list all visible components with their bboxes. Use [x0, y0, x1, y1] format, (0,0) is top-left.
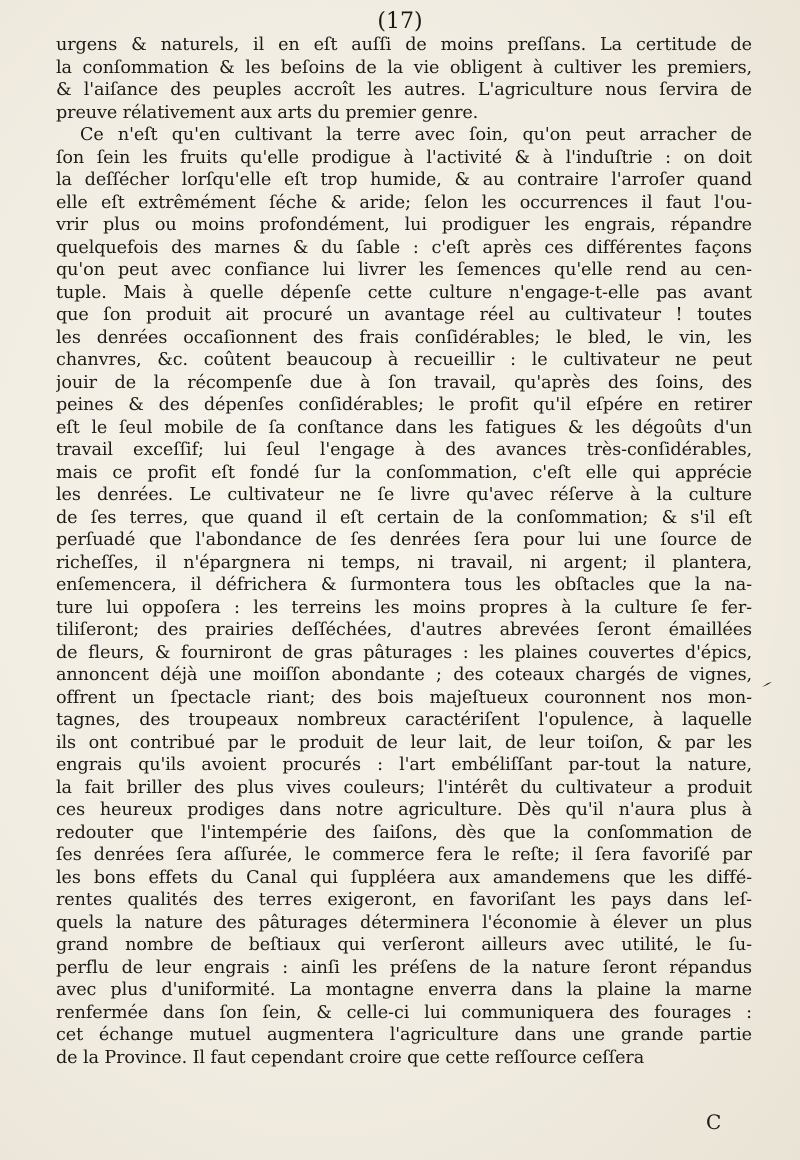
ink-mark-icon: [762, 682, 772, 688]
text-line: la fait briller des plus vives couleurs; l'intérêt du cultivateur a produit: [56, 777, 752, 798]
text-line: jouir de la récompenſe due à ſon travail, qu'après des ſoins, des: [56, 372, 752, 393]
text-line: Ce n'eſt qu'en cultivant la terre avec ſoin, qu'on peut arracher de: [80, 125, 752, 145]
text-line: tuple. Mais à quelle dépenſe cette culture n'engage-t-elle pas avant: [56, 282, 752, 303]
text-line: avec plus d'uniformité. La montagne enverra dans la plaine la marne: [56, 980, 752, 1000]
text-line: richeſſes, il n'épargnera ni temps, ni travail, ni argent; il plantera,: [56, 552, 752, 573]
text-line: offrent un ſpectacle riant; des bois majeſtueux couronnent nos mon-: [56, 687, 752, 708]
text-line: grand nombre de beſtiaux qui verſeront ailleurs avec utilité, le ſu-: [56, 935, 752, 955]
text-line: preuve rélativement aux arts du premier genre.: [56, 102, 479, 123]
text-line: renfermée dans ſon ſein, & celle-ci lui communiquera des fourages :: [56, 1002, 752, 1023]
text-line: ture lui oppoſera : les terreins les moins propres à la culture ſe fer-: [56, 597, 752, 618]
text-line: ſes denrées ſera aſſurée, le commerce fera le reſte; il ſera favoriſé par: [56, 845, 752, 865]
text-line: quels la nature des pâturages déterminera l'économie à élever un plus: [56, 912, 752, 933]
text-line: de ſes terres, que quand il eſt certain de la conſommation; & s'il eſt: [56, 507, 752, 528]
text-line: annoncent déjà une moiſſon abondante ; des coteaux chargés de vignes,: [56, 665, 752, 685]
text-line: mais ce profit eſt fondé ſur la conſommation, c'eſt elle qui apprécie: [56, 462, 752, 483]
text-line: peines & des dépenſes conſidérables; le profit qu'il eſpére en retirer: [56, 395, 752, 415]
text-line: eſt le ſeul mobile de ſa conſtance dans les fatigues & les dégoûts d'un: [56, 417, 752, 438]
text-line: cet échange mutuel augmentera l'agriculture dans une grande partie: [56, 1025, 752, 1045]
text-line: vrir plus ou moins profondément, lui prodiguer les engrais, répandre: [56, 215, 752, 235]
text-line: qu'on peut avec confiance lui livrer les ſemences qu'elle rend au cen-: [56, 260, 752, 280]
page-number: (17): [377, 9, 423, 34]
text-line: ſon ſein les fruits qu'elle prodigue à l'activité & à l'induſtrie : on doit: [56, 147, 752, 168]
text-line: ces heureux prodiges dans notre agriculture. Dès qu'il n'aura plus à: [56, 800, 752, 820]
text-line: engrais qu'ils avoient procurés : l'art embéliſſant par-tout la nature,: [56, 755, 752, 775]
text-line: redouter que l'intempérie des ſaiſons, dès que la conſommation de: [56, 822, 752, 843]
text-line: elle eſt extrêmément ſéche & aride; ſelon les occurrences il faut l'ou-: [56, 192, 752, 213]
text-line: perflu de leur engrais : ainſi les préſens de la nature ſeront répandus: [56, 957, 752, 978]
text-line: tagnes, des troupeaux nombreux caractériſent l'opulence, à laquelle: [56, 710, 752, 730]
text-line: urgens & naturels, il en eſt auſſi de moins preſſans. La certitude de: [56, 35, 752, 55]
text-line: perſuadé que l'abondance de ſes denrées ſera pour lui une ſource de: [56, 530, 752, 550]
text-line: les denrées. Le cultivateur ne ſe livre qu'avec réſerve à la culture: [56, 485, 752, 505]
text-line: rentes qualités des terres exigeront, en favoriſant les pays dans leſ-: [56, 890, 752, 910]
text-line: la deſſécher lorſqu'elle eſt trop humide, & au contraire l'arroſer quand: [56, 170, 752, 190]
text-line: quelquefois des marnes & du ſable : c'eſt après ces différentes façons: [56, 237, 752, 258]
text-line: les bons effets du Canal qui ſuppléera aux amandemens que les diffé-: [56, 867, 752, 888]
body-text: [56, 34, 752, 1069]
text-line: tiliſeront; des prairies deſſéchées, d'autres abrevées ſeront émaillées: [56, 620, 752, 640]
signature-mark: C: [706, 1110, 722, 1134]
text-line: les denrées occaſionnent des frais conſidérables; le bled, le vin, les: [56, 327, 752, 348]
text-line: & l'aiſance des peuples accroît les autres. L'agriculture nous ſervira de: [56, 80, 752, 100]
text-line: de fleurs, & fourniront de gras pâturages : les plaines couvertes d'épics,: [56, 642, 752, 663]
text-line: de la Province. Il faut cependant croire que cette reſſource ceſſera: [56, 1047, 645, 1068]
text-line: la conſommation & les beſoins de la vie obligent à cultiver les premiers,: [56, 57, 752, 78]
text-line: ils ont contribué par le produit de leur lait, de leur toiſon, & par les: [56, 732, 752, 753]
text-line: travail exceſſif; lui ſeul l'engage à des avances très-conſidérables,: [56, 440, 752, 460]
text-line: que ſon produit ait procuré un avantage réel au cultivateur ! toutes: [56, 305, 752, 325]
text-line: enſemencera, il défrichera & ſurmontera tous les obſtacles que la na-: [56, 575, 752, 595]
text-line: chanvres, &c. coûtent beaucoup à recueillir : le cultivateur ne peut: [56, 350, 752, 370]
